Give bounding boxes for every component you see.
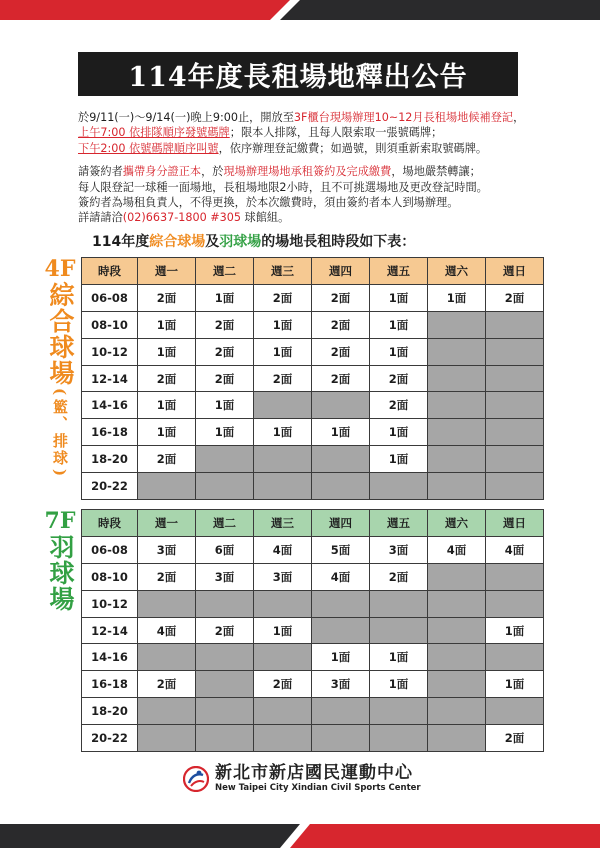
table-row [82,338,544,365]
unavailable-cell [428,644,486,671]
notice-text-segment: ；限本人排隊，且每人限索取一張號碼牌； [229,126,443,140]
notice-line-4 [78,164,548,179]
notice-highlight: 3F櫃台現場辦理 [293,111,375,124]
column-header: 週日 [486,510,544,537]
court-count-cell: 1面 [370,284,428,311]
column-header: 週五 [370,258,428,285]
column-header: 週三 [254,258,312,285]
court-count-cell: 1面 [428,284,486,311]
unavailable-cell [428,473,486,500]
table-header-row [82,510,544,537]
court-count-cell: 2面 [138,563,196,590]
column-header: 週一 [138,510,196,537]
column-header: 週六 [428,510,486,537]
unavailable-cell [428,446,486,473]
table-row [82,563,544,590]
footer-name-zh: 新北市新店國民運動中心 [215,763,413,783]
unavailable-cell [370,473,428,500]
court-count-cell: 1面 [486,617,544,644]
unavailable-cell [196,590,254,617]
column-header: 週五 [370,510,428,537]
notice-line-3 [78,141,548,156]
unavailable-cell [196,644,254,671]
notice-text-segment: 於9/11(一)～9/14(一)晚上9:00止，開放至 [78,111,294,124]
court-count-cell: 1面 [312,419,370,446]
court-count-cell: 2面 [138,284,196,311]
table-row [82,311,544,338]
court-count-cell: 5面 [312,536,370,563]
schedule-table-4f [81,257,544,500]
court-count-cell: 2面 [254,365,312,392]
notice-text-segment: ，依序辦理登記繳費；如過號，則須重新索取號碼牌。 [218,141,488,155]
column-header: 週日 [486,258,544,285]
court-count-cell: 6面 [196,536,254,563]
column-header: 週四 [312,510,370,537]
unavailable-cell [138,473,196,500]
court-count-cell: 2面 [312,311,370,338]
time-slot-cell: 06-08 [82,536,138,563]
time-slot-cell: 20-22 [82,725,138,752]
unavailable-cell [486,446,544,473]
court-count-cell: 3面 [138,536,196,563]
unavailable-cell [428,365,486,392]
unavailable-cell [486,644,544,671]
court-count-cell: 2面 [196,365,254,392]
table-row [82,671,544,698]
notice-text-segment: ，場地嚴禁轉讓； [391,165,481,179]
unavailable-cell [428,419,486,446]
time-slot-cell: 08-10 [82,311,138,338]
column-header: 週四 [312,258,370,285]
notice-highlight: 下午2:00 依號碼牌順序叫號 [78,141,219,155]
unavailable-cell [370,698,428,725]
time-slot-cell: 10-12 [82,590,138,617]
court-count-cell: 1面 [196,419,254,446]
column-header: 週二 [196,258,254,285]
court-name-4f: 綜合球場 [46,282,75,386]
unavailable-cell [312,590,370,617]
floor-label-4f: 4F [44,256,76,282]
subtitle-segment: 及 [205,234,220,250]
court-count-cell: 3面 [254,563,312,590]
column-header: 週二 [196,510,254,537]
court-count-cell: 1面 [486,671,544,698]
unavailable-cell [370,590,428,617]
contact-phone: (02)6637-1800 #305 [122,211,241,225]
unavailable-cell [196,473,254,500]
table-row [82,617,544,644]
notice-highlight: 上午7:00 依排隊順序發號碼牌 [78,126,230,140]
court-paren-open: ( [51,388,69,398]
unavailable-cell [312,473,370,500]
notice-line-7 [78,210,548,225]
court-name-7f: 羽球場 [46,534,75,612]
court-count-cell: 2面 [312,338,370,365]
unavailable-cell [428,725,486,752]
unavailable-cell [254,590,312,617]
time-slot-cell: 14-16 [82,392,138,419]
unavailable-cell [254,392,312,419]
unavailable-cell [486,338,544,365]
court-count-cell: 1面 [254,419,312,446]
time-slot-cell: 12-14 [82,365,138,392]
court-count-cell: 1面 [138,311,196,338]
court-count-cell: 1面 [254,311,312,338]
unavailable-cell [254,698,312,725]
court-count-cell: 4面 [428,536,486,563]
court-count-cell: 2面 [138,365,196,392]
unavailable-cell [312,698,370,725]
unavailable-cell [428,698,486,725]
schedule-table-7f [81,509,544,752]
court-count-cell: 1面 [370,311,428,338]
time-slot-cell: 10-12 [82,338,138,365]
notice-highlight: 現場辦理場地承租簽約及完成繳費 [223,165,392,179]
court-count-cell: 2面 [196,311,254,338]
court-count-cell: 1面 [370,644,428,671]
notice-line-6: 簽約者為場租負責人，不得更換，於本次繳費時，須由簽約者本人到場辦理。 [78,196,459,210]
column-header: 時段 [82,258,138,285]
unavailable-cell [312,725,370,752]
notice-line-5: 每人限登記一球種一面場地，長租場地限2小時，且不可挑選場地及更改登記時間。 [78,180,488,194]
table-row [82,725,544,752]
page-title: 114年度長租場地釋出公告 [128,61,468,93]
court-count-cell: 2面 [196,338,254,365]
court-count-cell: 2面 [138,446,196,473]
court-count-cell: 2面 [138,671,196,698]
court-count-cell: 2面 [254,284,312,311]
unavailable-cell [138,590,196,617]
court-count-cell: 1面 [370,671,428,698]
court-count-cell: 1面 [138,392,196,419]
unavailable-cell [196,698,254,725]
court-count-cell: 3面 [370,536,428,563]
side-label-4f [38,256,82,478]
unavailable-cell [254,446,312,473]
court-count-cell: 3面 [196,563,254,590]
table-row [82,392,544,419]
sports-center-logo-icon [183,766,209,792]
unavailable-cell [428,392,486,419]
table-row [82,473,544,500]
unavailable-cell [486,563,544,590]
unavailable-cell [486,311,544,338]
court-count-cell: 1面 [370,446,428,473]
court-count-cell: 2面 [196,617,254,644]
notice-line-1 [78,110,548,125]
time-slot-cell: 18-20 [82,698,138,725]
time-slot-cell: 12-14 [82,617,138,644]
court-count-cell: 1面 [196,284,254,311]
court-count-cell: 2面 [370,392,428,419]
court-count-cell: 3面 [312,671,370,698]
time-slot-cell: 18-20 [82,446,138,473]
time-slot-cell: 16-18 [82,419,138,446]
notice-text-segment: 球館組。 [241,211,290,225]
table-row [82,644,544,671]
table-row [82,536,544,563]
court-count-cell: 4面 [312,563,370,590]
table-row [82,419,544,446]
title-banner [78,52,518,96]
court-count-cell: 4面 [138,617,196,644]
time-slot-cell: 06-08 [82,284,138,311]
floor-label-7f: 7F [44,508,76,534]
column-header: 週一 [138,258,196,285]
unavailable-cell [254,725,312,752]
notice-text-segment: ， [513,111,525,124]
table-subtitle [92,231,415,251]
unavailable-cell [196,725,254,752]
court-count-cell: 2面 [486,725,544,752]
court-count-cell: 1面 [312,644,370,671]
notice-highlight: 10~12月長租場地候補登記 [374,111,514,124]
column-header: 週三 [254,510,312,537]
side-label-7f [38,508,82,612]
footer-logo-block [183,763,421,794]
court-count-cell: 1面 [138,419,196,446]
table-row [82,284,544,311]
time-slot-cell: 14-16 [82,644,138,671]
court-count-cell: 2面 [370,563,428,590]
unavailable-cell [486,392,544,419]
court-count-cell: 2面 [254,671,312,698]
subtitle-segment: 的場地長租時段如下表： [261,234,416,250]
unavailable-cell [486,419,544,446]
unavailable-cell [370,725,428,752]
unavailable-cell [138,698,196,725]
unavailable-cell [196,671,254,698]
footer-name-en: New Taipei City Xindian Civil Sports Center [215,783,421,793]
unavailable-cell [312,446,370,473]
unavailable-cell [486,698,544,725]
time-slot-cell: 16-18 [82,671,138,698]
unavailable-cell [428,311,486,338]
table-row [82,365,544,392]
notice-text [78,110,548,226]
court-count-cell: 1面 [254,617,312,644]
subtitle-segment: 114年度 [92,234,150,250]
unavailable-cell [428,671,486,698]
court-count-cell: 1面 [138,338,196,365]
unavailable-cell [196,446,254,473]
notice-text-segment: 請簽約者 [78,165,123,179]
table-row [82,698,544,725]
unavailable-cell [486,473,544,500]
court-count-cell: 1面 [196,392,254,419]
subtitle-badminton: 羽球場 [219,234,262,250]
unavailable-cell [254,473,312,500]
unavailable-cell [428,590,486,617]
time-slot-cell: 20-22 [82,473,138,500]
unavailable-cell [428,338,486,365]
court-paren-close: ) [51,469,69,479]
unavailable-cell [138,725,196,752]
court-count-cell: 1面 [254,338,312,365]
court-count-cell: 2面 [370,365,428,392]
unavailable-cell [312,392,370,419]
court-count-cell: 2面 [312,284,370,311]
unavailable-cell [486,590,544,617]
table-header-row [82,258,544,285]
court-sub-4f: 籃、排球 [51,399,69,468]
subtitle-multi-court: 綜合球場 [149,234,206,250]
court-count-cell: 1面 [370,419,428,446]
unavailable-cell [428,617,486,644]
time-slot-cell: 08-10 [82,563,138,590]
court-count-cell: 4面 [486,536,544,563]
notice-text-segment: 詳請請洽 [78,211,123,225]
court-count-cell: 1面 [370,338,428,365]
notice-line-2 [78,125,548,140]
column-header: 週六 [428,258,486,285]
court-count-cell: 2面 [312,365,370,392]
table-row [82,446,544,473]
unavailable-cell [428,563,486,590]
notice-highlight: 攜帶身分證正本 [122,165,202,179]
unavailable-cell [254,644,312,671]
court-count-cell: 2面 [486,284,544,311]
court-count-cell: 4面 [254,536,312,563]
unavailable-cell [486,365,544,392]
notice-text-segment: ，於 [201,165,224,179]
unavailable-cell [370,617,428,644]
column-header: 時段 [82,510,138,537]
unavailable-cell [138,644,196,671]
unavailable-cell [312,617,370,644]
table-row [82,590,544,617]
